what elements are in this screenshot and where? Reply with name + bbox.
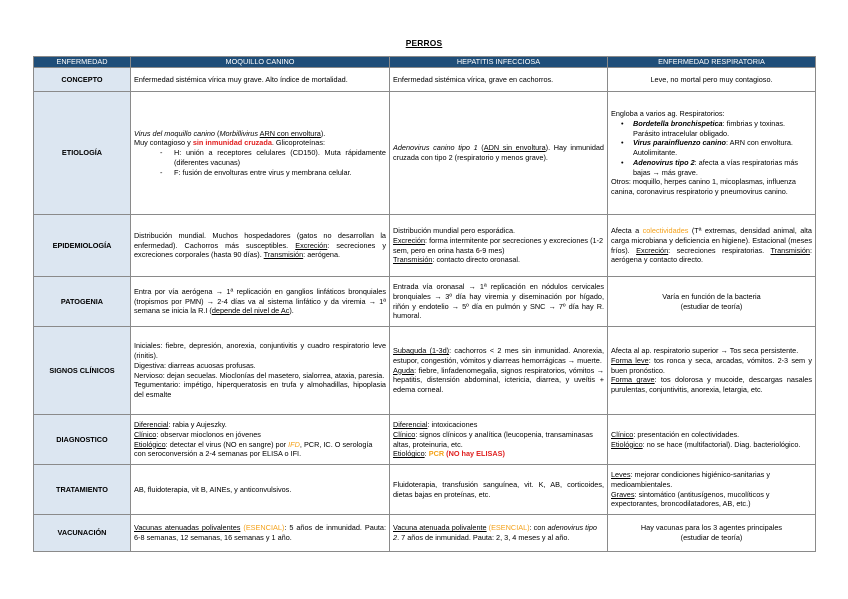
- cell-hepatitis: Adenovirus canino tipo 1 (ADN sin envoltura). Hay inmunidad cruzada con tipo 2 (respiratorio y menos grave).: [390, 92, 608, 215]
- page-title: PERROS: [405, 38, 443, 48]
- text: ).: [320, 128, 326, 138]
- excrecion-label: Excreción: [636, 245, 669, 255]
- text: : afecta a vías respiratorias más bajas → más grave.: [633, 157, 799, 177]
- text: : contacto directo oronasal.: [432, 255, 521, 265]
- text: Iniciales: fiebre, depresión, anorexia, conjuntivitis y cuadro respiratorio leve (rinitis).: [134, 341, 386, 361]
- cell-respiratoria: [608, 415, 816, 465]
- agent-name: Adenovirus tipo 2: [633, 157, 695, 167]
- text: : intoxicaciones: [427, 420, 478, 430]
- cell-moquillo: [131, 277, 390, 327]
- transmision-label: Transmisión: [263, 250, 304, 260]
- transmision-label: Transmisión: [393, 255, 433, 265]
- row-label: TRATAMIENTO: [34, 465, 131, 515]
- cell-respiratoria: [608, 215, 816, 277]
- text: : secreciones respiratorias.: [668, 245, 771, 255]
- row-signos: [34, 327, 816, 415]
- text: : secreciones y excreciones corporales (hasta 90 días).: [134, 240, 387, 260]
- transmision-label: Transmisión: [770, 245, 810, 255]
- diseases-table: [33, 56, 816, 552]
- clinico-label: Clínico: [611, 429, 634, 439]
- header-respiratoria: ENFERMEDAD RESPIRATORIA: [608, 57, 816, 68]
- cell-respiratoria: [608, 92, 816, 215]
- excrecion-label: Excreción: [393, 235, 426, 245]
- text: : signos clínicos y analítica (leucopenia, transaminasas altas, proteinuria, etc.: [393, 429, 593, 449]
- row-label: ETIOLOGÍA: [34, 92, 131, 215]
- leve-label: Forma leve: [611, 355, 649, 365]
- arn-label: ARN con envoltura: [259, 128, 321, 138]
- text: (estudiar de teoría): [680, 533, 743, 542]
- aguda-label: Aguda: [393, 365, 415, 375]
- row-etiologia: [34, 92, 816, 215]
- excrecion-label: Excreción: [295, 240, 328, 250]
- cell-moquillo: [131, 327, 390, 415]
- row-label: SIGNOS CLÍNICOS: [34, 327, 131, 415]
- cell-moquillo: [131, 215, 390, 277]
- text: Nervioso: dejan secuelas. Mioclonías del masetero, sialorrea, ataxia, paresia.: [134, 370, 385, 380]
- leves-label: Leves: [611, 470, 631, 480]
- text: : aerógena y contacto directo.: [611, 245, 812, 265]
- highlight-orange: colectividades: [642, 226, 689, 236]
- text: , PCR, IC. O serología con seroconversión a 2-4 semanas por ELISA o IFI.: [134, 439, 373, 459]
- text: : mejorar condiciones higiénico-sanitarias y medioambientales.: [611, 470, 771, 489]
- text: (estudiar de teoría): [680, 301, 743, 311]
- graves-label: Graves: [611, 489, 635, 499]
- list-item: - F: fusión de envolturas entre virus y membrana celular.: [174, 168, 386, 178]
- header-moquillo: MOQUILLO CANINO: [131, 57, 390, 68]
- highlight-red: (NO hay ELISAS): [444, 449, 505, 459]
- vaccine-label: Vacuna atenuada polivalente: [393, 523, 487, 533]
- agent-name: Virus parainfluenzo canino: [633, 138, 726, 148]
- cell-hepatitis: [390, 215, 608, 277]
- text: : detectar el virus (NO en sangre) por: [165, 439, 289, 449]
- row-label: CONCEPTO: [34, 68, 131, 92]
- row-label: EPIDEMIOLOGÍA: [34, 215, 131, 277]
- text: : rabia y Aujeszky.: [168, 420, 227, 430]
- cell-hepatitis: [390, 415, 608, 465]
- genus: Morbillivirus: [219, 128, 258, 138]
- esencial-tag: ESENCIAL: [491, 523, 528, 533]
- text: : aerógena.: [303, 250, 341, 260]
- cell-hepatitis: Enfermedad sistémica vírica, grave en cachorros.: [390, 68, 608, 92]
- text: : fiebre, linfadenomegalia, signos respiratorios, vómitos → hepatitis, distensión abdominal, ictericia, diarrea, y uveítis + edema corneal.: [393, 365, 604, 395]
- virus-name: Virus del moquillo canino: [134, 128, 215, 138]
- agents-list: [611, 119, 812, 177]
- highlight-orange: (ESENCIAL): [243, 523, 285, 533]
- row-vacunacion: [34, 515, 816, 552]
- cell-hepatitis: Fluidoterapia, transfusión sanguínea, vit. K, AB, corticoides, dietas bajas en proteínas, etc.: [390, 465, 608, 515]
- row-patogenia: [34, 277, 816, 327]
- etiologico-label: Etiológico: [393, 449, 425, 459]
- text: ).: [289, 306, 294, 316]
- list-item: [633, 119, 812, 138]
- highlight-orange: PCR: [428, 449, 445, 459]
- cell-moquillo: [131, 415, 390, 465]
- esencial-tag: ESENCIAL: [245, 523, 282, 533]
- etiologico-label: Etiológico: [134, 439, 166, 449]
- text: : cachorros < 2 mes sin inmunidad. Anorexia, estupor, congestión, vómitos y diarreas hemorrágicas → muerte.: [393, 346, 604, 365]
- text: Digestiva: diarreas acuosas profusas.: [134, 360, 256, 370]
- cell-hepatitis: [390, 327, 608, 415]
- cell-respiratoria: [608, 327, 816, 415]
- row-label: DIAGNOSTICO: [34, 415, 131, 465]
- etiologico-label: Etiológico: [611, 439, 643, 449]
- row-concepto: [34, 68, 816, 92]
- text: : fimbrias y toxinas. Parásito intracelular obligado.: [633, 119, 786, 138]
- clinico-label: Clínico: [134, 429, 157, 439]
- subaguda-label: Subaguda (1-3d): [393, 346, 450, 356]
- cell-respiratoria: [608, 515, 816, 552]
- row-label: VACUNACIÓN: [34, 515, 131, 552]
- diferencial-label: Diferencial: [134, 420, 169, 430]
- cell-moquillo: [131, 92, 390, 215]
- text: : presentación en colectividades.: [633, 429, 740, 439]
- text: : observar mioclonos en jóvenes: [156, 429, 261, 439]
- list-item: [633, 138, 812, 157]
- cell-hepatitis: Entrada vía oronasal → 1ª replicación en nódulos cervicales bronquiales → 3º día hay viremia y diseminación por hígado, riñón y endotelio → 5º día en pulmón y SNC → 7º día hay R. humoral.: [390, 277, 608, 327]
- text: Distribución mundial pero esporádica.: [393, 226, 516, 236]
- highlight-orange: (ESENCIAL): [488, 523, 530, 533]
- cell-hepatitis: [390, 515, 608, 552]
- header-row: [34, 57, 816, 68]
- text: : sintomático (antitusígenos, mucolíticos y expectorantes, broncodilatadores, AB, etc.): [611, 489, 770, 509]
- text: Afecta al ap. respiratorio superior → Tos seca persistente.: [611, 346, 799, 356]
- adn-label: ADN sin envoltura: [483, 143, 546, 153]
- text: Varía en función de la bacteria: [662, 291, 761, 301]
- header-enfermedad: ENFERMEDAD: [34, 57, 131, 68]
- grave-label: Forma grave: [611, 375, 655, 385]
- glycoprotein-list: [134, 148, 386, 177]
- agent-name: adenovirus tipo 2: [393, 523, 597, 542]
- highlight-red: sin inmunidad cruzada: [192, 138, 272, 148]
- text: : con: [529, 523, 548, 533]
- text: : tos dolorosa y mucoide, descargas nasales purulentas, conjuntivitis, anorexia, letargia, etc.: [611, 375, 812, 395]
- header-hepatitis: HEPATITIS INFECCIOSA: [390, 57, 608, 68]
- text: : forma intermitente por secreciones y excreciones (1-2 sem, pero en orina hasta 6-9 mes): [393, 235, 604, 255]
- text: Muy contagioso y: [134, 138, 193, 148]
- text: Hay vacunas para los 3 agentes principales: [640, 523, 783, 533]
- underlined-text: depende del nivel de Ac: [211, 306, 290, 316]
- row-epidemiologia: [34, 215, 816, 277]
- text: Distribución mundial. Muchos hospedadores (gatos no desarrollan la enfermedad). Cachorros más susceptibles.: [134, 230, 386, 250]
- text: (Tª extremas, densidad animal, alta carga microbiana y deficiencia en higiene). Estacional (meses fríos).: [611, 226, 812, 255]
- row-diagnostico: [34, 415, 816, 465]
- diferencial-label: Diferencial: [393, 420, 428, 430]
- text: : ARN con envoltura. Autolimitante.: [633, 138, 793, 158]
- agent-name: Bordetella bronchispetica: [633, 119, 723, 129]
- cell-respiratoria: Leve, no mortal pero muy contagioso.: [608, 68, 816, 92]
- cell-moquillo: AB, fluidoterapia, vit B, AINEs, y anticonvulsivos.: [131, 465, 390, 515]
- list-item: [633, 158, 812, 177]
- text: : no se hace (multifactorial). Diag. bacteriológico.: [642, 439, 801, 449]
- vaccine-label: Vacunas atenuadas polivalentes: [134, 523, 241, 533]
- agent-name: Adenovirus canino tipo 1: [393, 143, 478, 153]
- text: Afecta a: [611, 226, 643, 236]
- row-label: PATOGENIA: [34, 277, 131, 327]
- highlight-orange: IFD: [288, 439, 300, 449]
- cell-respiratoria: [608, 277, 816, 327]
- clinico-label: Clínico: [393, 429, 416, 439]
- text: Engloba a varios ag. Respiratorios:: [611, 109, 725, 119]
- list-item: - H: unión a receptores celulares (CD150). Muta rápidamente (diferentes vacunas): [174, 148, 386, 167]
- text: (: [215, 128, 220, 138]
- text: . Hay inmunidad cruzada con tipo 2 (respiratorio y menos grave).: [393, 143, 604, 162]
- cell-respiratoria: [608, 465, 816, 515]
- text: Otros: moquillo, herpes canino 1, micoplasmas, influenza canina, coronavirus respiratorio y pneumovirus canino.: [611, 177, 796, 196]
- text: : 5 años de inmunidad. Pauta: 6-8 semanas, 12 semanas, 16 semanas y 1 año.: [134, 523, 386, 542]
- cell-moquillo: Enfermedad sistémica vírica muy grave. Alto índice de mortalidad.: [131, 68, 390, 92]
- text: Entra por vía aerógena → 1ª replicación en ganglios linfáticos bronquiales (tropismos por PMN) → 2-4 días va al sistema linfático y da viremia → 1ª semana se inicia la R.I (: [134, 286, 386, 316]
- text: . 7 años de inmunidad. Pauta: 2, 3, 4 meses y al año.: [397, 533, 570, 542]
- text: Tegumentario: impétigo, hiperqueratosis en trufa y almohadillas, hipoplasia del esmalte: [134, 380, 386, 399]
- cell-moquillo: [131, 515, 390, 552]
- text: :: [424, 449, 429, 459]
- text: : tos ronca y seca, arcadas, vómitos. 2-3 sem y buen pronóstico.: [611, 355, 813, 375]
- text: . Glicoproteínas:: [271, 138, 326, 148]
- row-tratamiento: [34, 465, 816, 515]
